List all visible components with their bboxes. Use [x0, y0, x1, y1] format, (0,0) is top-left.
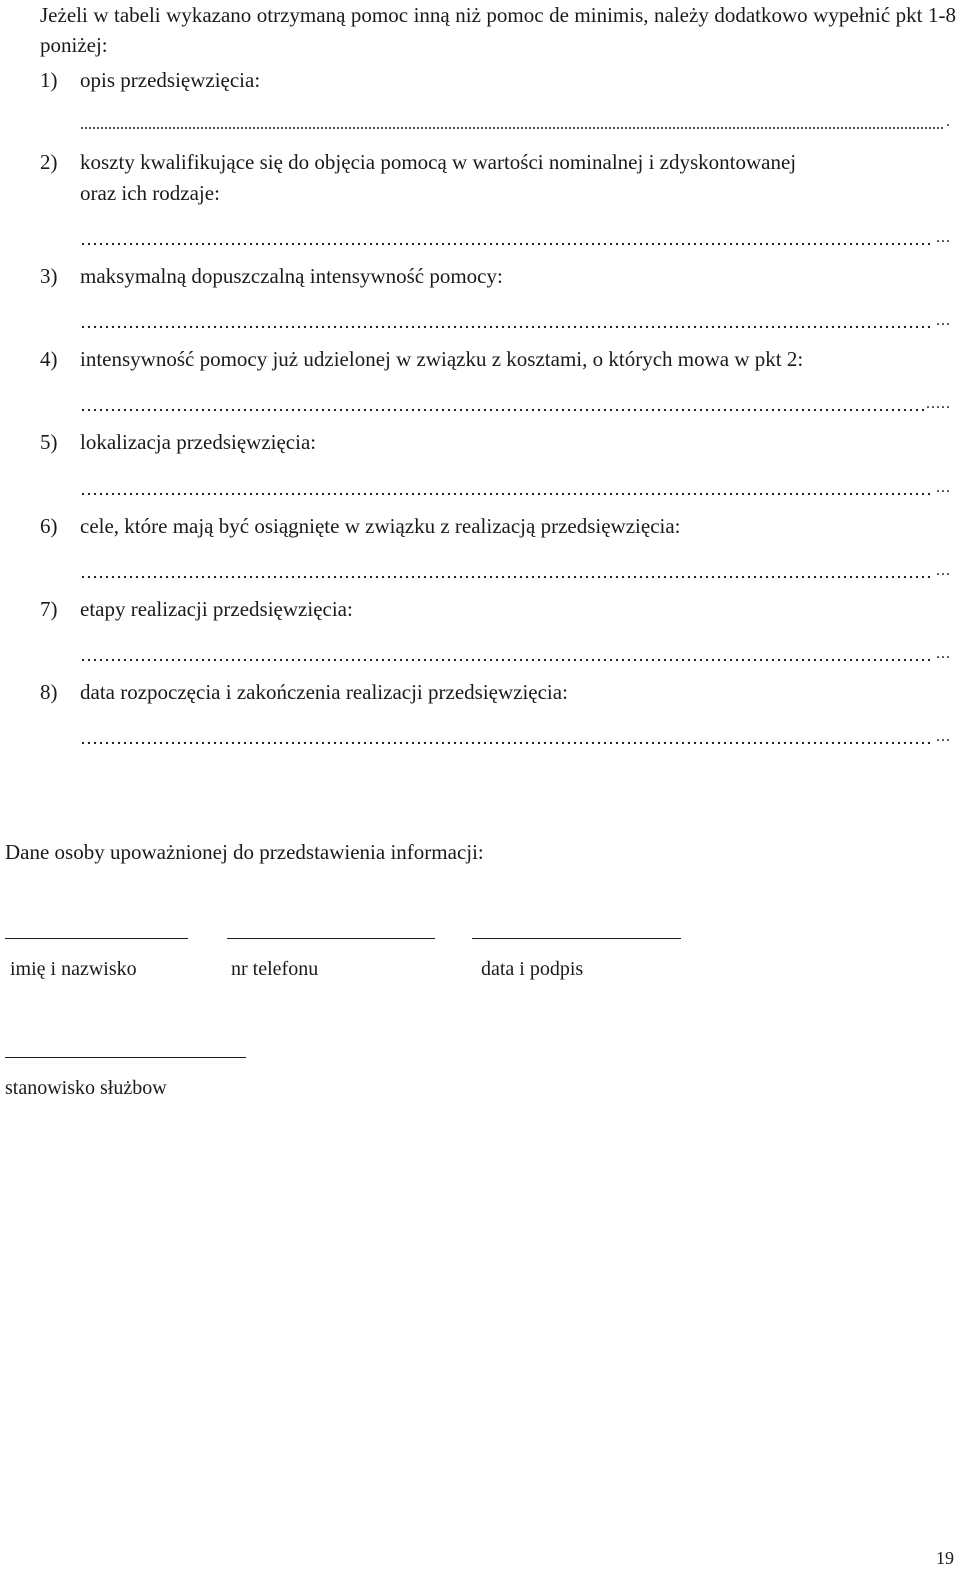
- date-signature-line[interactable]: [472, 938, 681, 939]
- item-4-number: 4): [40, 347, 58, 371]
- item-3-fill-line[interactable]: [80, 313, 951, 329]
- name-signature-line[interactable]: [5, 938, 188, 939]
- item-4-fill-tail: .....: [926, 396, 951, 412]
- item-4-label: intensywność pomocy już udzielonej w związku z kosztami, o których mowa w pkt 2:: [80, 347, 804, 371]
- item-3-label: maksymalną dopuszczalną intensywność pomocy:: [80, 264, 503, 288]
- item-5-label: lokalizacja przedsięwzięcia:: [80, 430, 317, 454]
- item-1-fill-tail: .: [946, 114, 951, 130]
- item-1-fill-line[interactable]: [80, 114, 951, 130]
- page-number: 19: [936, 1548, 954, 1568]
- item-3-number: 3): [40, 264, 58, 288]
- item-7-fill-line[interactable]: [80, 646, 951, 662]
- item-6-number: 6): [40, 514, 58, 538]
- item-1-number: 1): [40, 68, 58, 92]
- authorized-heading: Dane osoby upoważnionej do przedstawienia informacji:: [5, 840, 484, 864]
- item-5-number: 5): [40, 430, 58, 454]
- item-7-fill-tail: ...: [936, 646, 951, 662]
- item-2-fill-line[interactable]: [80, 230, 951, 246]
- position-caption: stanowisko służbow: [5, 1077, 167, 1099]
- item-2-number: 2): [40, 150, 58, 174]
- phone-caption: nr telefonu: [231, 958, 319, 980]
- item-4-fill-line[interactable]: [80, 396, 951, 412]
- item-5-fill-line[interactable]: [80, 480, 951, 496]
- item-8-fill-tail: ...: [936, 729, 951, 745]
- item-6-fill-tail: ...: [936, 563, 951, 579]
- item-2-label: koszty kwalifikujące się do objęcia pomocą w wartości nominalnej i zdyskontowanej: [80, 150, 797, 174]
- item-6-label: cele, które mają być osiągnięte w związku z realizacją przedsięwzięcia:: [80, 514, 681, 538]
- intro-text: Jeżeli w tabeli wykazano otrzymaną pomoc inną niż pomoc de minimis, należy dodatkowo wypełnić pkt 1-8 poniżej:: [40, 3, 956, 57]
- item-5-fill-tail: ...: [936, 480, 951, 496]
- item-6-fill-line[interactable]: [80, 563, 951, 579]
- item-7-label: etapy realizacji przedsięwzięcia:: [80, 597, 353, 621]
- position-signature-line[interactable]: [5, 1057, 246, 1058]
- item-3-fill-tail: ...: [936, 313, 951, 329]
- item-1-label: opis przedsięwzięcia:: [80, 68, 261, 92]
- item-8-label: data rozpoczęcia i zakończenia realizacji przedsięwzięcia:: [80, 680, 568, 704]
- item-8-fill-line[interactable]: [80, 729, 951, 745]
- date-sign-caption: data i podpis: [481, 958, 584, 980]
- item-7-number: 7): [40, 597, 58, 621]
- item-8-number: 8): [40, 680, 58, 704]
- name-caption: imię i nazwisko: [10, 958, 137, 980]
- item-2-fill-tail: ...: [936, 230, 951, 246]
- item-2-label-line2: oraz ich rodzaje:: [80, 181, 220, 205]
- phone-signature-line[interactable]: [227, 938, 435, 939]
